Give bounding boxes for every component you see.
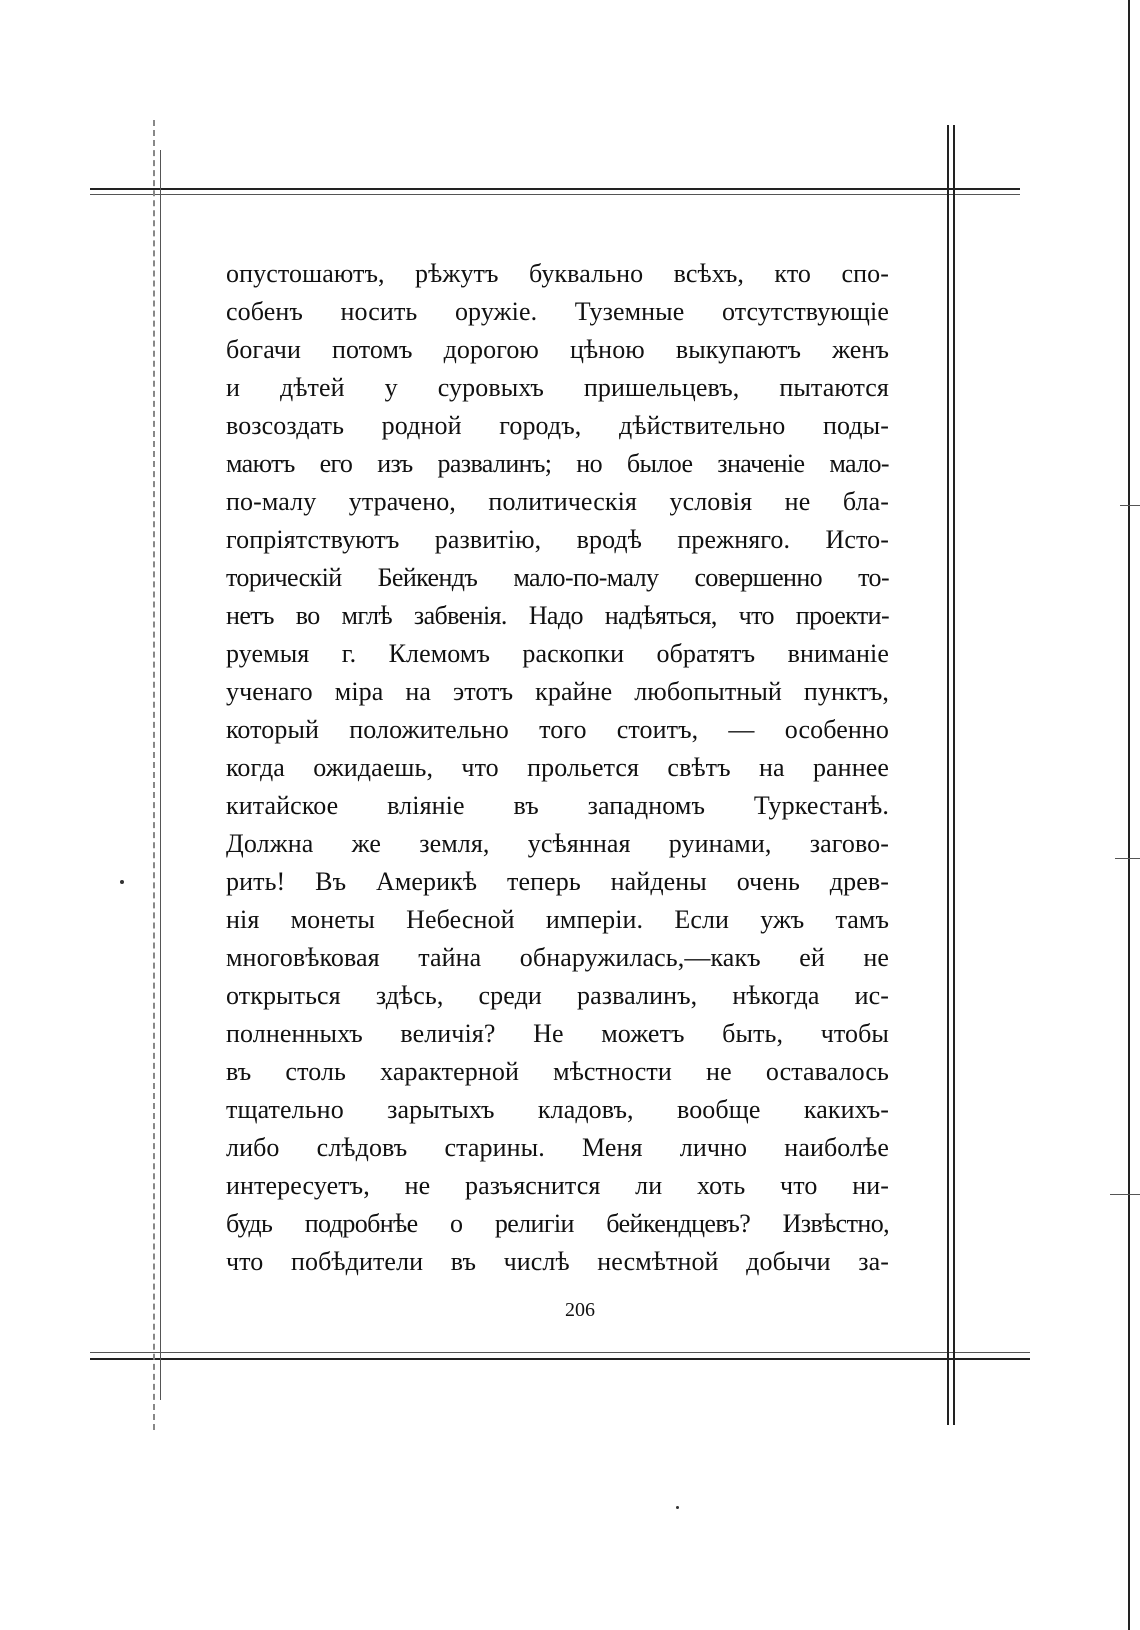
text-line: опустошаютъ, рѣжутъ буквально всѣхъ, кто спо- xyxy=(226,259,889,288)
binding-tick-2 xyxy=(1115,858,1140,859)
frame-top-line xyxy=(90,188,1020,190)
binding-tick-1 xyxy=(1120,505,1140,506)
text-line: полненныхъ величія? Не можетъ быть, чтобы xyxy=(226,1019,889,1048)
text-line: торическій Бейкендъ мало-по-малу совершенно то- xyxy=(226,563,889,592)
text-line: тщательно зарытыхъ кладовъ, вообще какихъ- xyxy=(226,1095,889,1124)
text-line: въ столь характерной мѣстности не оставалось xyxy=(226,1057,889,1086)
body-text xyxy=(226,255,889,1281)
text-line: который положительно того стоитъ, — особенно xyxy=(226,715,889,744)
text-line: гопріятствуютъ развитію, вродѣ прежняго. Исто- xyxy=(226,525,889,554)
frame-left-line xyxy=(153,120,155,1430)
text-line: интересуетъ, не разъяснится ли хоть что ни- xyxy=(226,1171,889,1200)
text-line: открыться здѣсь, среди развалинъ, нѣкогда ис- xyxy=(226,981,889,1010)
text-line: либо слѣдовъ старины. Меня лично наиболѣе xyxy=(226,1133,889,1162)
text-line: многовѣковая тайна обнаружилась,—какъ ей не xyxy=(226,943,889,972)
ink-speck xyxy=(120,880,124,884)
binding-tick-3 xyxy=(1110,1194,1140,1195)
page-number: 206 xyxy=(565,1299,595,1321)
text-line: и дѣтей у суровыхъ пришельцевъ, пытаются xyxy=(226,373,889,402)
text-line: ученаго міра на этотъ крайне любопытный пунктъ, xyxy=(226,677,889,706)
text-line: маютъ его изъ развалинъ; но былое значеніе мало- xyxy=(226,449,889,478)
text-line: руемыя г. Клемомъ раскопки обратятъ вниманіе xyxy=(226,639,889,668)
text-line: Должна же земля, усѣянная руинами, загово- xyxy=(226,829,889,858)
text-line: богачи потомъ дорогою цѣною выкупаютъ женъ xyxy=(226,335,889,364)
text-line: что побѣдители въ числѣ несмѣтной добычи за- xyxy=(226,1247,889,1276)
text-line: рить! Въ Америкѣ теперь найдены очень древ- xyxy=(226,867,889,896)
frame-right-line-inner xyxy=(953,125,955,1425)
text-line: нетъ во мглѣ забвенія. Надо надѣяться, что проекти- xyxy=(226,601,889,630)
text-line: собенъ носить оружіе. Туземные отсутствующіе xyxy=(226,297,889,326)
text-line: когда ожидаешь, что прольется свѣтъ на раннее xyxy=(226,753,889,782)
frame-top-line-inner xyxy=(90,194,1020,195)
frame-left-line-inner xyxy=(160,150,161,1400)
frame-bottom-line xyxy=(90,1358,1030,1360)
text-line: китайское вліяніе въ западномъ Туркестанѣ. xyxy=(226,791,889,820)
text-line: нія монеты Небесной имперіи. Если ужъ тамъ xyxy=(226,905,889,934)
frame-right-line xyxy=(947,125,949,1425)
text-line: по-малу утрачено, политическія условія не бла- xyxy=(226,487,889,516)
text-line: возсоздать родной городъ, дѣйствительно поды- xyxy=(226,411,889,440)
binding-edge-line xyxy=(1128,0,1130,1630)
ink-speck xyxy=(676,1506,679,1509)
text-line: будь подробнѣе о религіи бейкендцевъ? Извѣстно, xyxy=(226,1209,889,1238)
frame-bottom-line-dashed xyxy=(90,1352,1030,1353)
